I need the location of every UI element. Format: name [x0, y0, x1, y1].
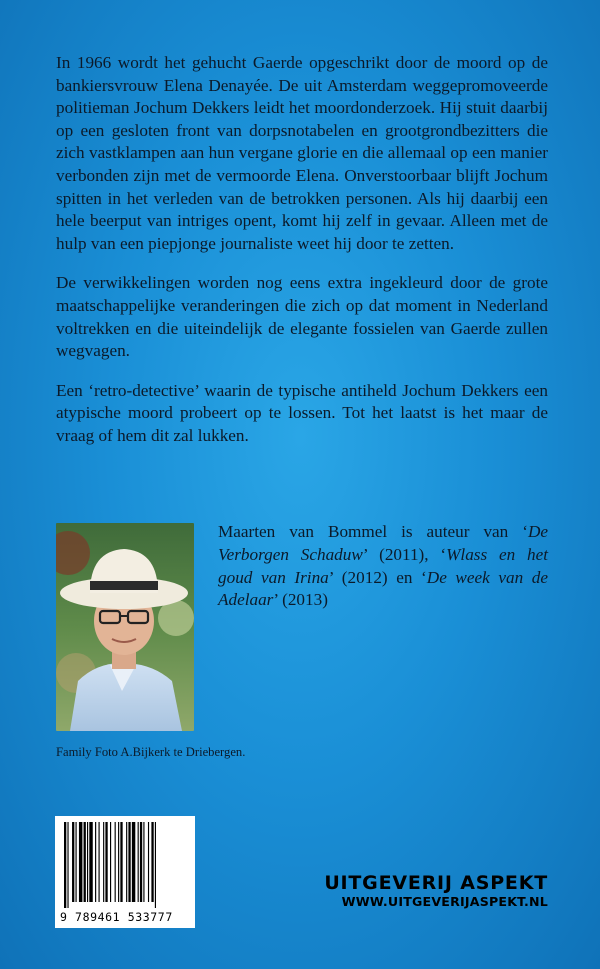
- barcode-bar: [148, 822, 149, 902]
- bio-book-3: De week van de Adelaar: [218, 567, 548, 610]
- author-bio: [218, 521, 548, 612]
- barcode-bar: [95, 822, 96, 902]
- isbn-barcode: [55, 816, 195, 928]
- blurb-paragraph-1: In 1966 wordt het gehucht Gaerde opgeschrikt door de moord op de bankiersvrouw Elena Denayée. De uit Amsterdam weggepromoveerde politieman Jochum Dekkers leidt het moordonderzoek. Hij stuit daarbij op een gesloten front van dorpsnotabelen en grootgrondbezitters die zich vastklampen aan hun vergane glorie en die allemaal op een manier verbonden zijn met de vermoorde Elena. Onverstoorbaar blijft Jochum spitten in het verleden van de betrokken personen. Als hij daarbij een hele beerput van intriges opent, komt hij zelf in gevaar. Alleen met de hulp van een piepjonge journaliste weet hij door te zetten.: [56, 53, 548, 253]
- barcode-bars: [62, 822, 188, 908]
- publisher-name: UITGEVERIJ ASPEKT: [324, 872, 548, 894]
- barcode-bar: [118, 822, 119, 902]
- isbn-number: 9 789461 533777: [60, 910, 173, 924]
- barcode-bar: [64, 822, 66, 908]
- barcode-bar: [105, 822, 107, 902]
- blurb-paragraph-3: Een ‘retro-detective’ waarin de typische antiheld Jochum Dekkers een atypische moord probeert op te lossen. Tot het laatst is het maar de vraag of hem dit zal lukken.: [56, 380, 548, 445]
- barcode-bar: [87, 822, 88, 902]
- barcode-bar: [110, 822, 111, 902]
- barcode-bar: [151, 822, 153, 902]
- barcode-bar: [103, 822, 104, 902]
- author-photo: [56, 523, 194, 731]
- bio-year-1: ’ (2011), ‘: [362, 544, 447, 564]
- bio-book-1: De Verborgen Schaduw: [218, 522, 548, 564]
- blurb-paragraph-2: De verwikkelingen worden nog eens extra ingekleurd door de grote maatschappelijke veranderingen die zich op dat moment in Nederland voltrekken en die uiteindelijk de elegante fossielen van Gaerde zullen wegvagen.: [56, 273, 548, 361]
- bio-year-3: ’ (2013): [273, 590, 328, 610]
- barcode-bar: [79, 822, 82, 902]
- barcode-bar: [67, 822, 68, 908]
- barcode-bar: [115, 822, 116, 902]
- photo-credit: Family Foto A.Bijkerk te Driebergen.: [56, 745, 246, 759]
- barcode-bar: [120, 822, 122, 902]
- barcode-bar: [72, 822, 74, 902]
- barcode-bar: [132, 822, 135, 902]
- barcode-bar: [140, 822, 142, 902]
- barcode-bar: [138, 822, 139, 902]
- barcode-bar: [143, 822, 144, 902]
- barcode-bar: [89, 822, 92, 902]
- barcode-bar: [76, 822, 77, 902]
- publisher-block: [324, 872, 548, 910]
- barcode-bar: [99, 822, 100, 902]
- bio-year-2: ’ (2012) en ‘: [328, 567, 427, 587]
- barcode-bar: [126, 822, 127, 902]
- bio-book-2: Wlass en het goud van Irina: [218, 544, 548, 587]
- barcode-bar: [128, 822, 130, 902]
- bio-intro: Maarten van Bommel is auteur van ‘: [218, 522, 528, 541]
- barcode-bar: [155, 822, 156, 908]
- back-cover-blurb: [56, 52, 548, 465]
- publisher-url: WWW.UITGEVERIJASPEKT.NL: [341, 894, 548, 909]
- barcode-bar: [84, 822, 86, 902]
